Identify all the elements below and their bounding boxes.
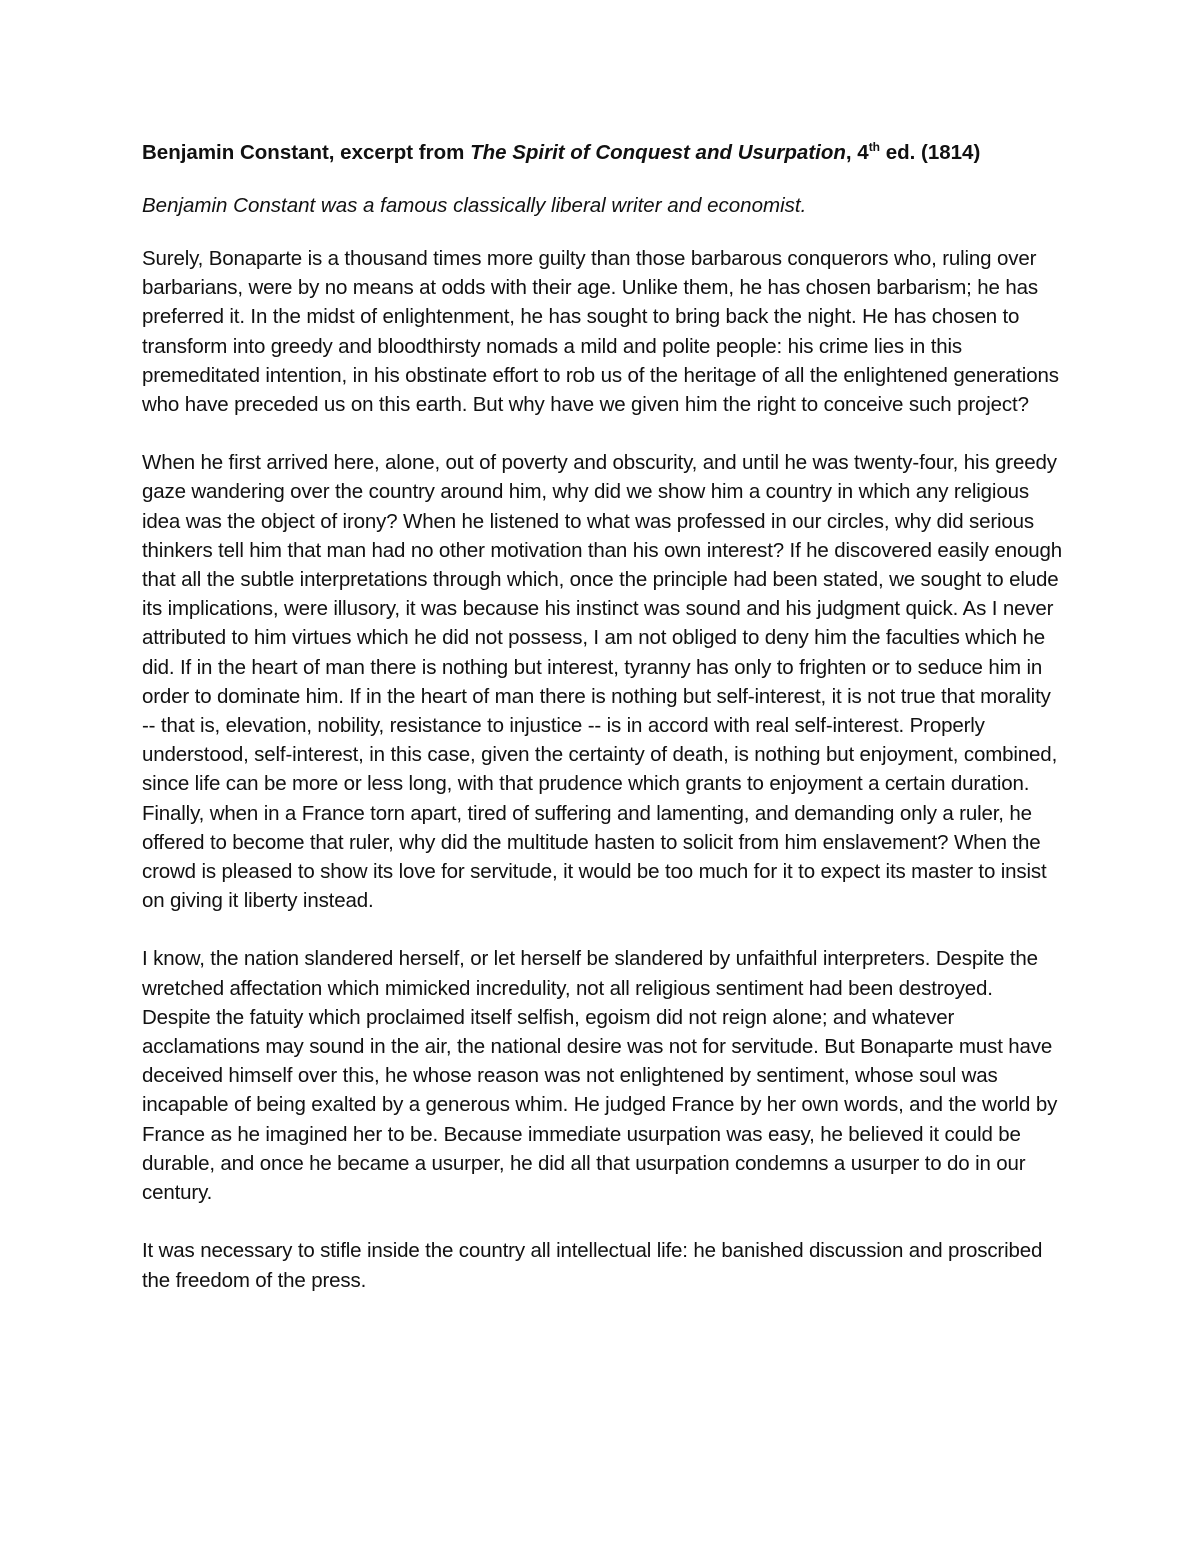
- intro-note: Benjamin Constant was a famous classically liberal writer and economist.: [142, 194, 807, 217]
- title-edition-rest: ed. (1814): [880, 141, 981, 164]
- document-title: [142, 138, 1062, 167]
- body-paragraph-2: When he first arrived here, alone, out of poverty and obscurity, and until he was twenty-four, his greedy gaze wandering over the country around him, why did we show him a country in which any religious idea was the object of irony? When he listened to what was professed in our circles, why did serious thinkers tell him that man had no other motivation than his own interest? If he discovered easily enough that all the subtle interpretations through which, once the principle had been stated, we sought to elude its implications, were illusory, it was because his instinct was sound and his judgment quick. As I never attributed to him virtues which he did not possess, I am not obliged to deny him the faculties which he did. If in the heart of man there is nothing but interest, tyranny has only to frighten or to seduce him in order to dominate him. If in the heart of man there is nothing but self-interest, it is not true that morality -- that is, elevation, nobility, resistance to injustice -- is in accord with real self-interest. Properly understood, self-interest, in this case, given the certainty of death, is nothing but enjoyment, combined, since life can be more or less long, with that prudence which grants to enjoyment a certain duration. Finally, when in a France torn apart, tired of suffering and lamenting, and demanding only a ruler, he offered to become that ruler, why did the multitude hasten to solicit from him enslavement? When the crowd is pleased to show its love for servitude, it would be too much for it to expect its master to insist on giving it liberty instead.: [142, 451, 1062, 913]
- title-edition-suffix: th: [868, 140, 881, 155]
- title-work-name: The Spirit of Conquest and Usurpation: [470, 141, 846, 164]
- title-author-prefix: Benjamin Constant, excerpt from: [142, 141, 471, 164]
- body-paragraph-1: Surely, Bonaparte is a thousand times more guilty than those barbarous conquerors who, ruling over barbarians, were by no means at odds with their age. Unlike them, he has chosen barbarism; he has preferred it. In the midst of enlightenment, he has sought to bring back the night. He has chosen to transform into greedy and bloodthirsty nomads a mild and polite people: his crime lies in this premeditated intention, in his obstinate effort to rob us of the heritage of all the enlightened generations who have preceded us on this earth. But why have we given him the right to conceive such project?: [142, 247, 1059, 417]
- body-paragraph-3: I know, the nation slandered herself, or let herself be slandered by unfaithful interpreters. Despite the wretched affectation which mimicked incredulity, not all religious sentiment had been destroyed. Despite the fatuity which proclaimed itself selfish, egoism did not reign alone; and whatever acclamations may sound in the air, the national desire was not for servitude. But Bonaparte must have deceived himself over this, he whose reason was not enlightened by sentiment, whose soul was incapable of being exalted by a generous whim. He judged France by her own words, and the world by France as he imagined her to be. Because immediate usurpation was easy, he believed it could be durable, and once he became a usurper, he did all that usurpation condemns a usurper to do in our century.: [142, 947, 1058, 1205]
- body-paragraph-4: It was necessary to stifle inside the country all intellectual life: he banished discussion and proscribed the freedom of the press.: [142, 1239, 1043, 1292]
- title-edition-number: , 4: [845, 141, 869, 164]
- document-page: [142, 138, 1062, 1324]
